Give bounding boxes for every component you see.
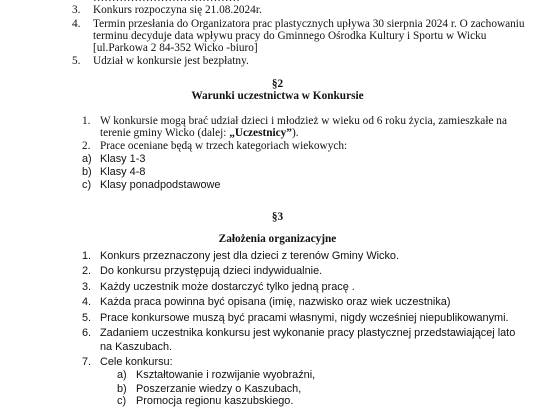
section-title: Warunki uczestnictwa w Konkursie <box>191 90 364 102</box>
list-number: 4. <box>82 296 92 308</box>
goal-item: Poszerzanie wiedzy o Kaszubach, <box>136 383 302 395</box>
category-letter: a) <box>82 153 92 165</box>
deadline-text-line3: [ul.Parkowa 2 84-352 Wicko -biuro] <box>93 42 258 54</box>
eligibility-text-before: terenie gminy Wicko (dalej: <box>100 127 230 139</box>
list-number: 4. <box>72 18 81 30</box>
deadline-text-line1: Termin przesłania do Organizatora prac plastycznych upływa 30 sierpnia 2024 r. O zachowaniu <box>93 18 525 30</box>
rule-item: Każdy uczestnik może dostarczyć tylko jedną pracę . <box>100 281 355 293</box>
eligibility-text-line2 <box>100 126 299 140</box>
category-letter: b) <box>82 166 92 178</box>
task-text-line2: na Kaszubach. <box>100 341 173 353</box>
participants-term: „Uczestnicy” <box>229 127 292 139</box>
goal-item: Promocja regionu kaszubskiego. <box>136 395 294 407</box>
list-number: 1. <box>82 250 92 262</box>
goal-letter: a) <box>117 369 127 381</box>
start-date-text: Konkurs rozpoczyna się 21.08.2024r. <box>93 4 262 16</box>
category-letter: c) <box>82 179 92 191</box>
goal-item: Kształtowanie i rozwijanie wyobraźni, <box>136 369 316 381</box>
category-item: Klasy 1-3 <box>100 153 146 165</box>
list-number: 3. <box>72 4 81 16</box>
list-number: 1. <box>82 115 91 127</box>
section-number: §3 <box>271 211 284 223</box>
list-number: 2. <box>82 140 91 152</box>
eligibility-text-line1: W konkursie mogą brać udział dzieci i młodzież w wieku od 6 roku życia, zamieszkałe na <box>100 115 507 127</box>
rule-item: Do konkursu przystępują dzieci indywidualnie. <box>100 265 323 277</box>
eligibility-text-after: ). <box>291 127 299 139</box>
deadline-text-line2: terminu decyduje data wpływu pracy do Gminnego Ośrodka Kultury i Sportu w Wicku <box>93 30 487 42</box>
rule-item: Każda praca powinna być opisana (imię, nazwisko oraz wiek uczestnika) <box>100 296 451 308</box>
category-item: Klasy 4-8 <box>100 166 146 178</box>
free-participation-text: Udział w konkursie jest bezpłatny. <box>93 55 249 67</box>
age-categories-intro: Prace oceniane będą w trzech kategoriach wiekowych: <box>100 140 348 152</box>
section-title: Założenia organizacyjne <box>218 233 337 245</box>
list-number: 7. <box>82 356 92 368</box>
list-number: 5. <box>82 312 92 324</box>
list-number: 5. <box>72 55 81 67</box>
rule-item: Prace konkursowe muszą być pracami własnymi, nigdy wcześniej niepublikowanymi. <box>100 312 509 324</box>
list-number: 6. <box>82 327 92 339</box>
rule-item: Konkurs przeznaczony jest dla dzieci z terenów Gminy Wicko. <box>100 250 400 262</box>
section-number: §2 <box>271 78 284 90</box>
goals-intro: Cele konkursu: <box>100 356 173 368</box>
goal-letter: b) <box>117 383 127 395</box>
list-number: 3. <box>82 281 92 293</box>
goal-letter: c) <box>117 395 127 407</box>
task-text-line1: Zadaniem uczestnika konkursu jest wykonanie pracy plastycznej przedstawiającej lato <box>100 327 516 339</box>
clipped-previous-line <box>0 0 555 6</box>
list-number: 2. <box>82 265 92 277</box>
category-item: Klasy ponadpodstawowe <box>100 179 221 191</box>
